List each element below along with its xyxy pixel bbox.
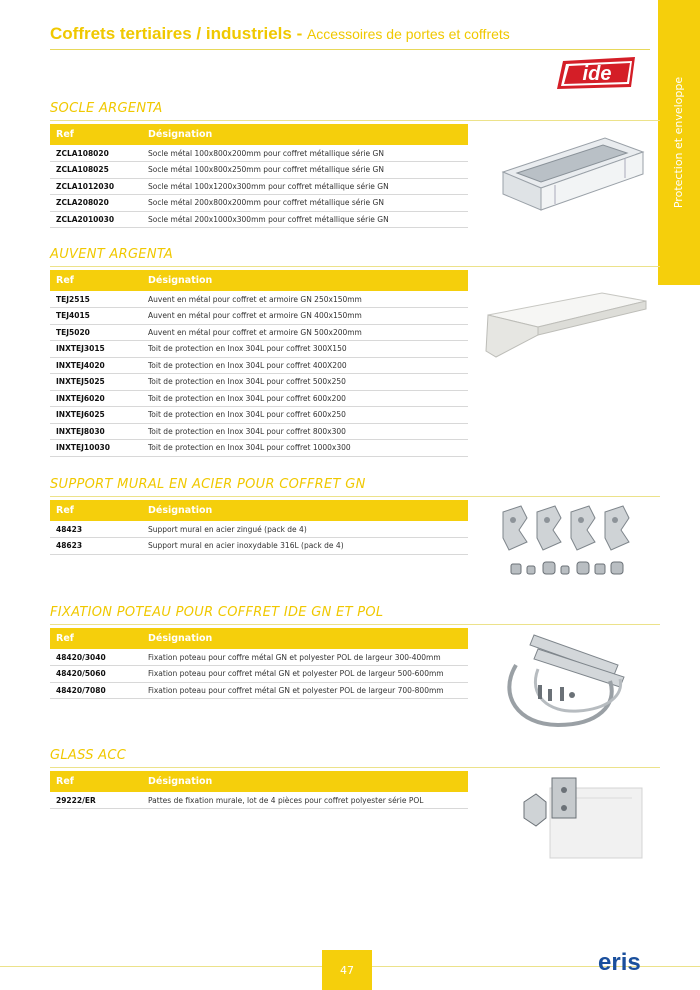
- title-main: Coffrets tertiaires / industriels -: [50, 24, 307, 43]
- col-designation: Désignation: [142, 500, 468, 521]
- table-row: TEJ5020 Auvent en métal pour coffret et armoire GN 500x200mm: [50, 324, 468, 341]
- table-row: ZCLA108020 Socle métal 100x800x200mm pour coffret métallique série GN: [50, 145, 468, 162]
- col-designation: Désignation: [142, 628, 468, 649]
- eris-logo: [596, 946, 652, 976]
- ide-logo: [555, 55, 641, 91]
- table-row: TEJ2515 Auvent en métal pour coffret et armoire GN 250x150mm: [50, 291, 468, 308]
- table-row: INXTEJ6025 Toit de protection en Inox 304L pour coffret 600x250: [50, 407, 468, 424]
- table-row: 48623 Support mural en acier inoxydable 316L (pack de 4): [50, 538, 468, 555]
- side-tab-label: Protection et enveloppe: [672, 76, 686, 209]
- table-row: INXTEJ8030 Toit de protection en Inox 304L pour coffret 800x300: [50, 423, 468, 440]
- section-title-support: SUPPORT MURAL EN ACIER POUR COFFRET GN: [50, 477, 660, 497]
- col-ref: Ref: [50, 124, 142, 145]
- col-ref: Ref: [50, 771, 142, 792]
- table-row: INXTEJ4020 Toit de protection en Inox 304L pour coffret 400X200: [50, 357, 468, 374]
- section-title-auvent: AUVENT ARGENTA: [50, 247, 660, 267]
- section-title-glass: GLASS ACC: [50, 748, 660, 768]
- col-designation: Désignation: [142, 124, 468, 145]
- table-socle: [50, 124, 468, 228]
- col-ref: Ref: [50, 270, 142, 291]
- table-row: ZCLA1012030 Socle métal 100x1200x300mm pour coffret métallique série GN: [50, 178, 468, 195]
- table-row: 48420/5060 Fixation poteau pour coffret métal GN et polyester POL de largeur 500-600mm: [50, 666, 468, 683]
- table-support: [50, 500, 468, 555]
- table-row: INXTEJ3015 Toit de protection en Inox 304L pour coffret 300X150: [50, 341, 468, 358]
- section-title-socle: SOCLE ARGENTA: [50, 101, 660, 121]
- svg-text:eris: eris: [598, 949, 641, 976]
- table-row: 48420/3040 Fixation poteau pour coffre métal GN et polyester POL de largeur 300-400mm: [50, 649, 468, 666]
- table-row: 48420/7080 Fixation poteau pour coffret métal GN et polyester POL de largeur 700-800mm: [50, 682, 468, 699]
- fixation-image: [498, 625, 648, 730]
- table-row: INXTEJ10030 Toit de protection en Inox 304L pour coffret 1000x300: [50, 440, 468, 457]
- glass-image: [516, 772, 646, 860]
- page-number: 47: [322, 950, 372, 990]
- page-title: [50, 24, 650, 50]
- col-ref: Ref: [50, 628, 142, 649]
- table-row: TEJ4015 Auvent en métal pour coffret et armoire GN 400x150mm: [50, 308, 468, 325]
- table-auvent: [50, 270, 468, 457]
- table-glass: [50, 771, 468, 809]
- table-row: ZCLA208020 Socle métal 200x800x200mm pour coffret métallique série GN: [50, 195, 468, 212]
- col-ref: Ref: [50, 500, 142, 521]
- col-designation: Désignation: [142, 270, 468, 291]
- table-row: ZCLA2010030 Socle métal 200x1000x300mm pour coffret métallique série GN: [50, 211, 468, 228]
- title-sub: Accessoires de portes et coffrets: [306, 26, 510, 42]
- auvent-image: [482, 285, 652, 365]
- support-image: [497, 502, 647, 590]
- table-row: INXTEJ5025 Toit de protection en Inox 304L pour coffret 500x250: [50, 374, 468, 391]
- table-fixation: [50, 628, 468, 699]
- section-title-fixation: FIXATION POTEAU POUR COFFRET IDE GN ET POL: [50, 605, 660, 625]
- svg-text:ide: ide: [582, 63, 612, 85]
- table-row: INXTEJ6020 Toit de protection en Inox 304L pour coffret 600x200: [50, 390, 468, 407]
- table-row: ZCLA108025 Socle métal 100x800x250mm pour coffret métallique série GN: [50, 162, 468, 179]
- table-row: 48423 Support mural en acier zingué (pack de 4): [50, 521, 468, 538]
- socle-image: [495, 130, 650, 220]
- col-designation: Désignation: [142, 771, 468, 792]
- table-row: 29222/ER Pattes de fixation murale, lot de 4 pièces pour coffret polyester série POL: [50, 792, 468, 809]
